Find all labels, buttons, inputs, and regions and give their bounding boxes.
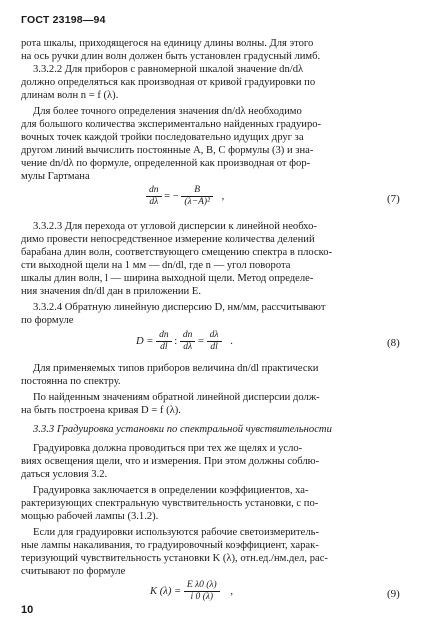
text-line: барабана длин волн, соответствующего смещению спектра в плоско-	[21, 247, 333, 258]
text-line: теризующий чувствительность установки K (λ), отн.ед./нм.дел, рас-	[21, 553, 328, 564]
equation-8: D = $\frac{dn}{dl}$ : $\frac{dn}{d\lambda}$ = $\frac{d\lambda}{dl}$ .	[136, 330, 233, 352]
text-line: Если для градуировки используются рабочие светоизмеритель-	[33, 527, 320, 538]
text-line: другом линий вычислить постоянные A, B, C формулы (3) и зна-	[21, 145, 314, 156]
text-line: даться условия 3.2.	[21, 469, 108, 480]
text-line: должно определяться как производная от кривой градуировки по	[21, 77, 316, 88]
text-line: рактеризующих спектральную чувствительность установки, с по-	[21, 498, 319, 509]
text-line: шкалы длин волн, l — ширина выходной щели. Метод определе-	[21, 273, 314, 284]
text-line: 3.3.2.2 Для приборов с равномерной шкалой значение dn/dλ	[33, 64, 304, 75]
text-line: димо провести непосредственное измерение количества делений	[21, 234, 315, 245]
equation-number-7: (7)	[387, 193, 400, 205]
text-line: Для применяемых типов приборов величина dn/dl практически	[33, 363, 319, 374]
page-header-standard: ГОСТ 23198—94	[21, 14, 106, 26]
text-line: Для более точного определения значения dn/dλ необходимо	[33, 106, 302, 117]
text-line: по формуле	[21, 315, 74, 326]
text-line: 3.3.2.3 Для перехода от угловой дисперсии к линейной необхо-	[33, 221, 317, 232]
text-line: Градуировка заключается в определении коэффициентов, ха-	[33, 485, 309, 496]
text-line: на ось ручки длин волн должен быть установлен градусный лимб.	[21, 51, 321, 62]
text-line: длинам волн n = f (λ).	[21, 90, 119, 101]
text-line: виях освещения щели, что и измерения. При этом должны соблю-	[21, 456, 320, 467]
text-line: мощью рабочей лампы (3.1.2).	[21, 511, 159, 522]
text-line: считывают по формуле	[21, 566, 126, 577]
text-line: мулы Гартмана	[21, 171, 90, 182]
text-line: для большого количества экспериментально найденных градуиро-	[21, 119, 322, 130]
equation-fraction: $\frac{\text{E λ0 (λ)}}{i 0 (\lambda)}$	[184, 580, 220, 603]
equation-9: K (λ) = $\frac{\text{E λ0 (λ)}}{i 0 (\lambda)}$ ,	[150, 580, 233, 602]
text-line: чение dn/dλ по формуле, определенной как производная от фор-	[21, 158, 311, 169]
equation-fraction: $\frac{B}{\text{(λ−A)²}}$	[181, 185, 213, 208]
text-line: Градуировка должна проводиться при тех же щелях и усло-	[33, 443, 303, 454]
text-line: рота шкалы, приходящегося на единицу длины волны. Для этого	[21, 38, 314, 49]
text-line: сти выходной щели на 1 мм — dn/dl, где n — угол поворота	[21, 260, 291, 271]
text-line: на быть построена кривая D = f (λ).	[21, 405, 181, 416]
equation-fraction: $\frac{dn}{dl}$	[156, 330, 172, 353]
page-number: 10	[21, 604, 34, 616]
text-line: По найденным значениям обратной линейной дисперсии долж-	[33, 392, 320, 403]
equation-7: $\frac{dn}{d\lambda}$ = − $\frac{B}{\text{(λ−A)²}}$ ,	[146, 185, 224, 208]
text-line: ные лампы накаливания, то градуировочный коэффициент, харак-	[21, 540, 319, 551]
text-line: 3.3.2.4 Обратную линейную дисперсию D, нм/мм, рассчитывают	[33, 302, 326, 313]
text-line: вочных точек каждой тройки последовательно идущих друг за	[21, 132, 304, 143]
text-line: ния значения dn/dl дан в приложении Е.	[21, 286, 201, 297]
text-line: постоянна по спектру.	[21, 376, 121, 387]
equation-fraction: $\frac{d\lambda}{dl}$	[207, 330, 222, 353]
equation-fraction: $\frac{dn}{d\lambda}$	[180, 330, 196, 353]
section-heading: 3.3.3 Градуировка установки по спектральной чувствительности	[33, 424, 332, 435]
equation-number-8: (8)	[387, 337, 400, 349]
equation-number-9: (9)	[387, 588, 400, 600]
equation-fraction: $\frac{dn}{d\lambda}$	[146, 185, 162, 208]
